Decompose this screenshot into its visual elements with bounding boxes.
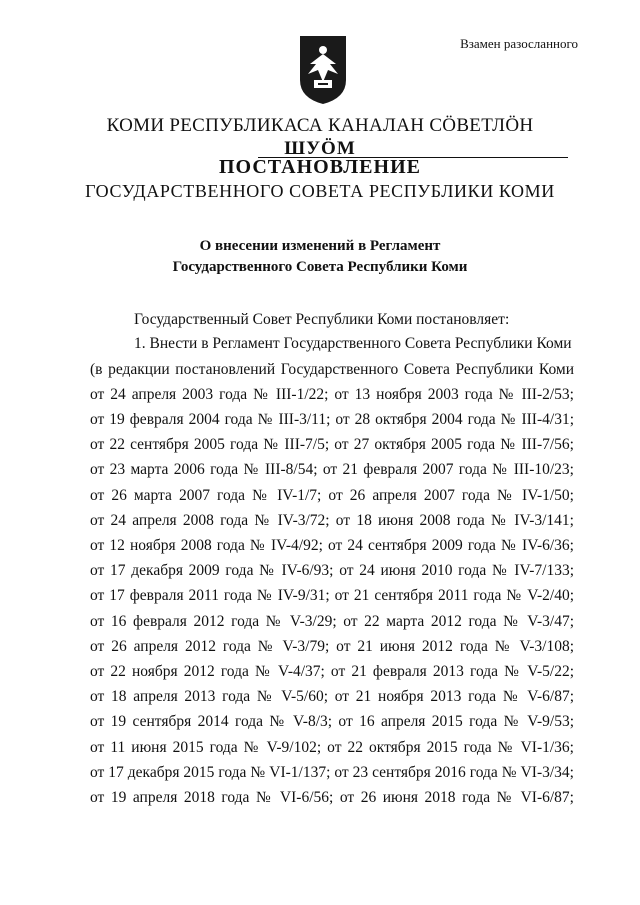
body-line: от 18 апреля 2013 года № V-5/60; от 21 ноября 2013 года № V-6/87; bbox=[90, 688, 574, 705]
body-line: от 19 февраля 2004 года № III-3/11; от 28 октября 2004 года № III-4/31; bbox=[90, 411, 574, 428]
document-title bbox=[0, 236, 640, 278]
body-line: от 23 марта 2006 года № III-8/54; от 21 февраля 2007 года № III-10/23; bbox=[90, 461, 574, 478]
body-line: от 22 сентября 2005 года № III-7/5; от 27 октября 2005 года № III-7/56; bbox=[90, 436, 574, 453]
komi-doc-type: ШУÖМ bbox=[284, 138, 356, 159]
body-line: от 26 апреля 2012 года № V-3/79; от 21 июня 2012 года № V-3/108; bbox=[90, 638, 574, 655]
item-1-start: 1. Внести в Регламент Государственного Совета Республики Коми bbox=[134, 335, 572, 352]
body-line: от 12 ноября 2008 года № IV-4/92; от 24 сентября 2009 года № IV-6/36; bbox=[90, 537, 574, 554]
komi-emblem-icon bbox=[298, 34, 348, 106]
doc-type-heading: ПОСТАНОВЛЕНИЕ bbox=[219, 156, 421, 178]
body-line: от 19 апреля 2018 года № VI-6/56; от 26 июня 2018 года № VI-6/87; bbox=[90, 789, 574, 806]
body-line: от 16 февраля 2012 года № V-3/29; от 22 марта 2012 года № V-3/47; bbox=[90, 613, 574, 630]
title-line-1: О внесении изменений в Регламент bbox=[199, 238, 441, 254]
body-line: (в редакции постановлений Государственного Совета Республики Коми bbox=[90, 361, 574, 378]
body-line: от 17 февраля 2011 года № IV-9/31; от 21 сентября 2011 года № V-2/40; bbox=[90, 587, 574, 604]
body-line: от 26 марта 2007 года № IV-1/7; от 26 апреля 2007 года № IV-1/50; bbox=[90, 487, 574, 504]
body-line: от 11 июня 2015 года № V-9/102; от 22 октября 2015 года № VI-1/36; bbox=[90, 739, 574, 756]
body-line: от 24 апреля 2008 года № IV-3/72; от 18 июня 2008 года № IV-3/141; bbox=[90, 512, 574, 529]
council-heading: ГОСУДАРСТВЕННОГО СОВЕТА РЕСПУБЛИКИ КОМИ bbox=[85, 181, 555, 201]
body-line: от 19 сентября 2014 года № V-8/3; от 16 апреля 2015 года № V-9/53; bbox=[90, 713, 574, 730]
body-line: от 17 декабря 2015 года № VI-1/137; от 23 сентября 2016 года № VI-3/34; bbox=[90, 764, 574, 781]
body-line: от 17 декабря 2009 года № IV-6/93; от 24 июня 2010 года № IV-7/133; bbox=[90, 562, 574, 579]
intro-paragraph: Государственный Совет Республики Коми постановляет: bbox=[134, 311, 510, 328]
replacement-note: Взамен разосланного bbox=[460, 36, 578, 51]
title-line-2: Государственного Совета Республики Коми bbox=[172, 259, 468, 275]
body-line: от 24 апреля 2003 года № III-1/22; от 13 ноября 2003 года № III-2/53; bbox=[90, 386, 574, 403]
komi-heading: КОМИ РЕСПУБЛИКАСА КАНАЛАН СÖВЕТЛÖН bbox=[106, 115, 534, 136]
body-line: от 22 ноября 2012 года № V-4/37; от 21 февраля 2013 года № V-5/22; bbox=[90, 663, 574, 680]
